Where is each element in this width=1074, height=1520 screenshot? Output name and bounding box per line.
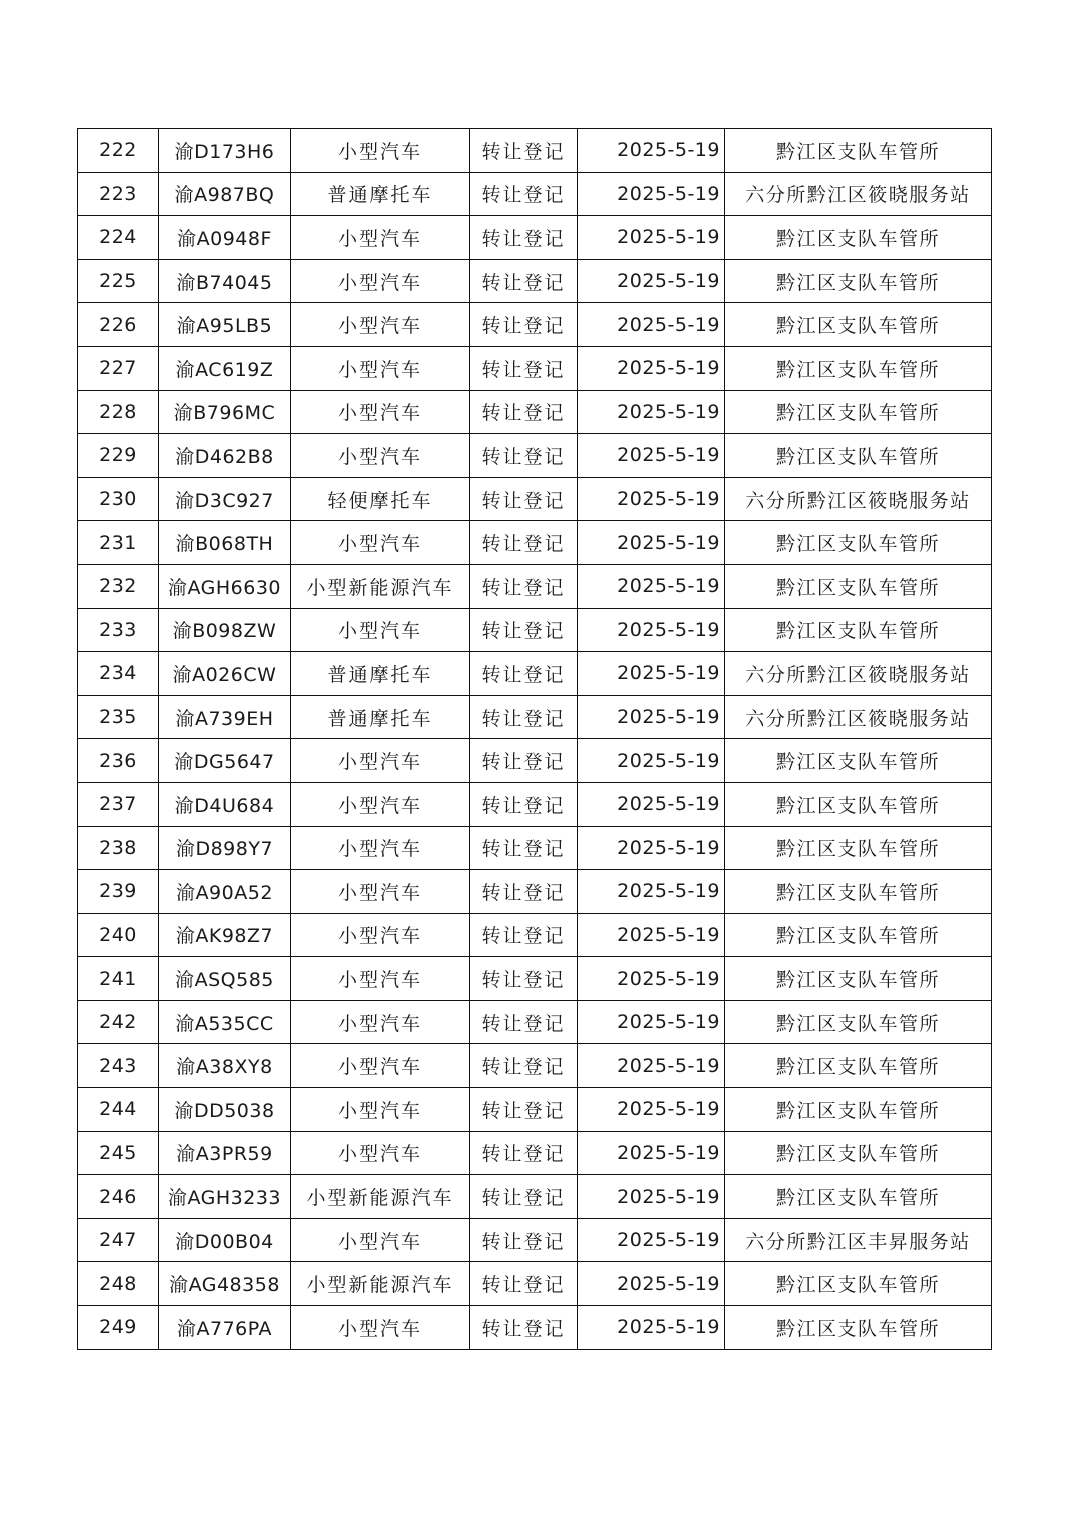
row-number-cell: 233 xyxy=(78,608,159,652)
business-type-cell: 转让登记 xyxy=(470,826,578,870)
row-number-cell: 223 xyxy=(78,172,159,216)
plate-number-cell: 渝B796MC xyxy=(159,390,291,434)
date-cell: 2025-5-19 xyxy=(578,129,725,173)
plate-number-cell: 渝AG48358 xyxy=(159,1262,291,1306)
row-number-cell: 226 xyxy=(78,303,159,347)
row-number-cell: 249 xyxy=(78,1306,159,1350)
table-row xyxy=(78,870,992,914)
table-row xyxy=(78,129,992,173)
vehicle-type-cell: 小型汽车 xyxy=(291,957,470,1001)
date-cell: 2025-5-19 xyxy=(578,1262,725,1306)
office-cell: 黔江区支队车管所 xyxy=(725,739,992,783)
office-cell: 黔江区支队车管所 xyxy=(725,303,992,347)
office-cell: 黔江区支队车管所 xyxy=(725,1306,992,1350)
row-number-cell: 240 xyxy=(78,913,159,957)
table-row xyxy=(78,564,992,608)
office-cell: 黔江区支队车管所 xyxy=(725,870,992,914)
business-type-cell: 转让登记 xyxy=(470,303,578,347)
table-row xyxy=(78,477,992,521)
row-number-cell: 242 xyxy=(78,1000,159,1044)
date-cell: 2025-5-19 xyxy=(578,782,725,826)
business-type-cell: 转让登记 xyxy=(470,870,578,914)
vehicle-type-cell: 小型汽车 xyxy=(291,913,470,957)
vehicle-type-cell: 小型汽车 xyxy=(291,434,470,478)
vehicle-type-cell: 小型汽车 xyxy=(291,390,470,434)
office-cell: 黔江区支队车管所 xyxy=(725,521,992,565)
row-number-cell: 228 xyxy=(78,390,159,434)
table-row xyxy=(78,782,992,826)
table-row xyxy=(78,521,992,565)
vehicle-type-cell: 轻便摩托车 xyxy=(291,477,470,521)
business-type-cell: 转让登记 xyxy=(470,739,578,783)
business-type-cell: 转让登记 xyxy=(470,129,578,173)
business-type-cell: 转让登记 xyxy=(470,477,578,521)
office-cell: 黔江区支队车管所 xyxy=(725,434,992,478)
office-cell: 黔江区支队车管所 xyxy=(725,1262,992,1306)
office-cell: 黔江区支队车管所 xyxy=(725,1175,992,1219)
office-cell: 六分所黔江区丰昇服务站 xyxy=(725,1218,992,1262)
date-cell: 2025-5-19 xyxy=(578,1000,725,1044)
row-number-cell: 232 xyxy=(78,564,159,608)
table-row xyxy=(78,259,992,303)
row-number-cell: 239 xyxy=(78,870,159,914)
office-cell: 六分所黔江区筱晓服务站 xyxy=(725,172,992,216)
row-number-cell: 244 xyxy=(78,1088,159,1132)
plate-number-cell: 渝AC619Z xyxy=(159,346,291,390)
date-cell: 2025-5-19 xyxy=(578,172,725,216)
vehicle-type-cell: 小型汽车 xyxy=(291,826,470,870)
office-cell: 黔江区支队车管所 xyxy=(725,259,992,303)
business-type-cell: 转让登记 xyxy=(470,695,578,739)
vehicle-type-cell: 小型新能源汽车 xyxy=(291,1175,470,1219)
vehicle-type-cell: 小型汽车 xyxy=(291,521,470,565)
plate-number-cell: 渝A987BQ xyxy=(159,172,291,216)
business-type-cell: 转让登记 xyxy=(470,1306,578,1350)
row-number-cell: 241 xyxy=(78,957,159,1001)
row-number-cell: 247 xyxy=(78,1218,159,1262)
row-number-cell: 238 xyxy=(78,826,159,870)
row-number-cell: 229 xyxy=(78,434,159,478)
business-type-cell: 转让登记 xyxy=(470,1088,578,1132)
vehicle-type-cell: 小型汽车 xyxy=(291,216,470,260)
table-row xyxy=(78,695,992,739)
row-number-cell: 224 xyxy=(78,216,159,260)
row-number-cell: 237 xyxy=(78,782,159,826)
plate-number-cell: 渝AK98Z7 xyxy=(159,913,291,957)
plate-number-cell: 渝D00B04 xyxy=(159,1218,291,1262)
vehicle-type-cell: 小型汽车 xyxy=(291,782,470,826)
table-row xyxy=(78,1000,992,1044)
vehicle-type-cell: 小型汽车 xyxy=(291,608,470,652)
office-cell: 黔江区支队车管所 xyxy=(725,1131,992,1175)
plate-number-cell: 渝A535CC xyxy=(159,1000,291,1044)
plate-number-cell: 渝A739EH xyxy=(159,695,291,739)
date-cell: 2025-5-19 xyxy=(578,739,725,783)
date-cell: 2025-5-19 xyxy=(578,303,725,347)
plate-number-cell: 渝D3C927 xyxy=(159,477,291,521)
plate-number-cell: 渝D4U684 xyxy=(159,782,291,826)
vehicle-type-cell: 小型汽车 xyxy=(291,259,470,303)
plate-number-cell: 渝A38XY8 xyxy=(159,1044,291,1088)
vehicle-type-cell: 小型汽车 xyxy=(291,1306,470,1350)
vehicle-type-cell: 小型汽车 xyxy=(291,346,470,390)
office-cell: 六分所黔江区筱晓服务站 xyxy=(725,477,992,521)
business-type-cell: 转让登记 xyxy=(470,1175,578,1219)
table-row xyxy=(78,216,992,260)
table-row xyxy=(78,1044,992,1088)
vehicle-type-cell: 小型汽车 xyxy=(291,1088,470,1132)
row-number-cell: 231 xyxy=(78,521,159,565)
date-cell: 2025-5-19 xyxy=(578,259,725,303)
date-cell: 2025-5-19 xyxy=(578,1306,725,1350)
date-cell: 2025-5-19 xyxy=(578,1218,725,1262)
table-row xyxy=(78,739,992,783)
plate-number-cell: 渝ASQ585 xyxy=(159,957,291,1001)
table-row xyxy=(78,1088,992,1132)
vehicle-type-cell: 小型汽车 xyxy=(291,129,470,173)
date-cell: 2025-5-19 xyxy=(578,346,725,390)
table-row xyxy=(78,172,992,216)
vehicle-type-cell: 小型汽车 xyxy=(291,870,470,914)
date-cell: 2025-5-19 xyxy=(578,913,725,957)
row-number-cell: 230 xyxy=(78,477,159,521)
plate-number-cell: 渝AGH6630 xyxy=(159,564,291,608)
date-cell: 2025-5-19 xyxy=(578,434,725,478)
vehicle-type-cell: 小型汽车 xyxy=(291,303,470,347)
plate-number-cell: 渝AGH3233 xyxy=(159,1175,291,1219)
vehicle-type-cell: 普通摩托车 xyxy=(291,172,470,216)
plate-number-cell: 渝D173H6 xyxy=(159,129,291,173)
business-type-cell: 转让登记 xyxy=(470,259,578,303)
plate-number-cell: 渝A95LB5 xyxy=(159,303,291,347)
business-type-cell: 转让登记 xyxy=(470,608,578,652)
plate-number-cell: 渝B068TH xyxy=(159,521,291,565)
table-row xyxy=(78,1218,992,1262)
office-cell: 黔江区支队车管所 xyxy=(725,608,992,652)
business-type-cell: 转让登记 xyxy=(470,1218,578,1262)
date-cell: 2025-5-19 xyxy=(578,216,725,260)
row-number-cell: 227 xyxy=(78,346,159,390)
plate-number-cell: 渝A776PA xyxy=(159,1306,291,1350)
date-cell: 2025-5-19 xyxy=(578,1131,725,1175)
office-cell: 黔江区支队车管所 xyxy=(725,782,992,826)
office-cell: 黔江区支队车管所 xyxy=(725,913,992,957)
business-type-cell: 转让登记 xyxy=(470,390,578,434)
vehicle-type-cell: 小型汽车 xyxy=(291,1218,470,1262)
plate-number-cell: 渝B098ZW xyxy=(159,608,291,652)
table-row xyxy=(78,346,992,390)
office-cell: 黔江区支队车管所 xyxy=(725,1088,992,1132)
plate-number-cell: 渝A3PR59 xyxy=(159,1131,291,1175)
table-row xyxy=(78,913,992,957)
table-row xyxy=(78,1131,992,1175)
row-number-cell: 235 xyxy=(78,695,159,739)
business-type-cell: 转让登记 xyxy=(470,172,578,216)
vehicle-type-cell: 小型新能源汽车 xyxy=(291,1262,470,1306)
business-type-cell: 转让登记 xyxy=(470,521,578,565)
row-number-cell: 236 xyxy=(78,739,159,783)
table-row xyxy=(78,1306,992,1350)
date-cell: 2025-5-19 xyxy=(578,652,725,696)
vehicle-transfer-table xyxy=(77,128,992,1350)
plate-number-cell: 渝D462B8 xyxy=(159,434,291,478)
date-cell: 2025-5-19 xyxy=(578,695,725,739)
office-cell: 黔江区支队车管所 xyxy=(725,129,992,173)
business-type-cell: 转让登记 xyxy=(470,957,578,1001)
office-cell: 黔江区支队车管所 xyxy=(725,1044,992,1088)
table-row xyxy=(78,1175,992,1219)
date-cell: 2025-5-19 xyxy=(578,608,725,652)
business-type-cell: 转让登记 xyxy=(470,564,578,608)
table-row xyxy=(78,390,992,434)
table-row xyxy=(78,608,992,652)
date-cell: 2025-5-19 xyxy=(578,521,725,565)
row-number-cell: 234 xyxy=(78,652,159,696)
vehicle-type-cell: 小型汽车 xyxy=(291,1000,470,1044)
row-number-cell: 243 xyxy=(78,1044,159,1088)
date-cell: 2025-5-19 xyxy=(578,870,725,914)
plate-number-cell: 渝DG5647 xyxy=(159,739,291,783)
office-cell: 黔江区支队车管所 xyxy=(725,826,992,870)
vehicle-type-cell: 普通摩托车 xyxy=(291,652,470,696)
date-cell: 2025-5-19 xyxy=(578,564,725,608)
plate-number-cell: 渝A026CW xyxy=(159,652,291,696)
date-cell: 2025-5-19 xyxy=(578,390,725,434)
vehicle-type-cell: 小型汽车 xyxy=(291,739,470,783)
date-cell: 2025-5-19 xyxy=(578,1088,725,1132)
business-type-cell: 转让登记 xyxy=(470,782,578,826)
date-cell: 2025-5-19 xyxy=(578,957,725,1001)
plate-number-cell: 渝A0948F xyxy=(159,216,291,260)
office-cell: 黔江区支队车管所 xyxy=(725,564,992,608)
vehicle-type-cell: 普通摩托车 xyxy=(291,695,470,739)
business-type-cell: 转让登记 xyxy=(470,1000,578,1044)
office-cell: 黔江区支队车管所 xyxy=(725,390,992,434)
date-cell: 2025-5-19 xyxy=(578,1044,725,1088)
office-cell: 黔江区支队车管所 xyxy=(725,216,992,260)
vehicle-type-cell: 小型汽车 xyxy=(291,1044,470,1088)
vehicle-type-cell: 小型汽车 xyxy=(291,1131,470,1175)
plate-number-cell: 渝D898Y7 xyxy=(159,826,291,870)
business-type-cell: 转让登记 xyxy=(470,1044,578,1088)
date-cell: 2025-5-19 xyxy=(578,826,725,870)
office-cell: 六分所黔江区筱晓服务站 xyxy=(725,652,992,696)
plate-number-cell: 渝B74045 xyxy=(159,259,291,303)
date-cell: 2025-5-19 xyxy=(578,1175,725,1219)
office-cell: 黔江区支队车管所 xyxy=(725,957,992,1001)
office-cell: 六分所黔江区筱晓服务站 xyxy=(725,695,992,739)
business-type-cell: 转让登记 xyxy=(470,1262,578,1306)
date-cell: 2025-5-19 xyxy=(578,477,725,521)
plate-number-cell: 渝A90A52 xyxy=(159,870,291,914)
row-number-cell: 245 xyxy=(78,1131,159,1175)
table-row xyxy=(78,303,992,347)
table-row xyxy=(78,434,992,478)
office-cell: 黔江区支队车管所 xyxy=(725,1000,992,1044)
row-number-cell: 246 xyxy=(78,1175,159,1219)
plate-number-cell: 渝DD5038 xyxy=(159,1088,291,1132)
row-number-cell: 248 xyxy=(78,1262,159,1306)
table-body xyxy=(78,129,992,1350)
business-type-cell: 转让登记 xyxy=(470,434,578,478)
vehicle-type-cell: 小型新能源汽车 xyxy=(291,564,470,608)
table-row xyxy=(78,652,992,696)
table-row xyxy=(78,1262,992,1306)
table-row xyxy=(78,957,992,1001)
table-row xyxy=(78,826,992,870)
business-type-cell: 转让登记 xyxy=(470,652,578,696)
row-number-cell: 225 xyxy=(78,259,159,303)
business-type-cell: 转让登记 xyxy=(470,913,578,957)
office-cell: 黔江区支队车管所 xyxy=(725,346,992,390)
business-type-cell: 转让登记 xyxy=(470,216,578,260)
row-number-cell: 222 xyxy=(78,129,159,173)
business-type-cell: 转让登记 xyxy=(470,1131,578,1175)
business-type-cell: 转让登记 xyxy=(470,346,578,390)
